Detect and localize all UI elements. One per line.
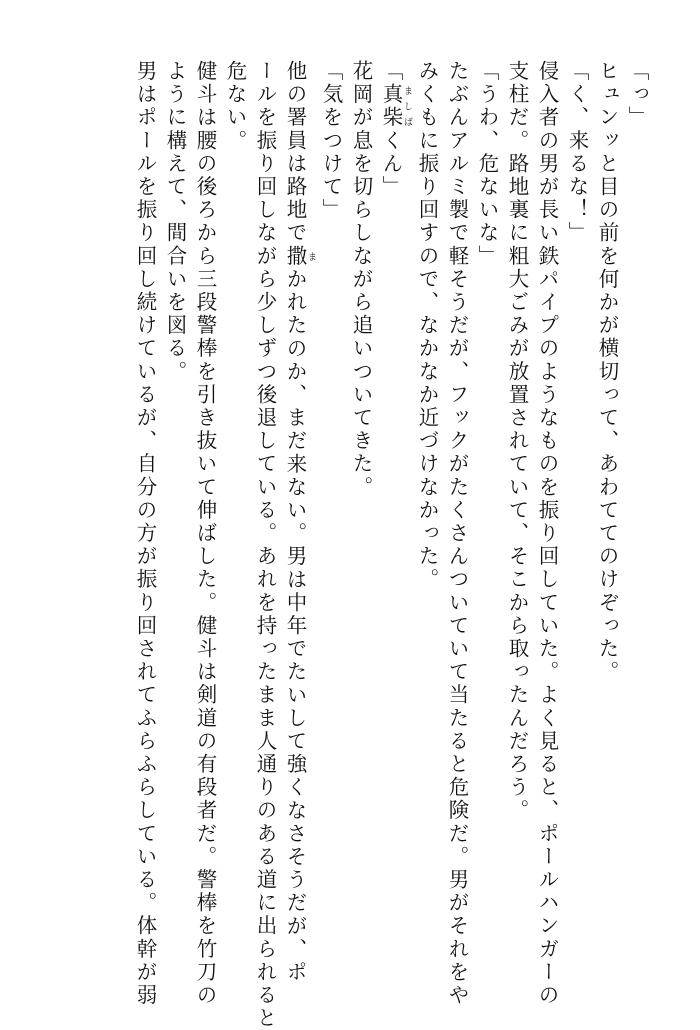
ruby-reading: ましば [402, 83, 412, 130]
text-line: 危ない。 [223, 60, 247, 153]
text-segment: くん」 [379, 129, 403, 199]
text-segment: かれたのか、まだ来ない。男は中年でたいして強くなさそうだが、ポ [283, 267, 307, 985]
text-line: たぶんアルミ製で軽そうだが、フックがたくさんついていて当たると危険だ。男がそれをや [445, 60, 469, 1008]
text-line: 健斗は腰の後ろから三段警棒を引き抜いて伸ばした。健斗は剣道の有段者だ。警棒を竹刀の [193, 60, 217, 1008]
text-line: ヒュンッと目の前を何かが横切って、あわててのけぞった。 [595, 60, 619, 684]
text-line: 「く、来るな！」 [565, 60, 589, 245]
text-line: みくもに振り回すので、なかなか近づけなかった。 [415, 60, 439, 592]
text-line: 男はポールを振り回し続けているが、自分の方が振り回されてふらふらしている。体幹が弱 [133, 60, 157, 1008]
text-line: ールを振り回しながら少しずつ後退している。あれを持ったまま人通りのある道に出られると [253, 60, 277, 1030]
text-segment: 「 [379, 60, 403, 84]
text-line: 侵入者の男が長い鉄パイプのようなものを振り回していた。よく見ると、ポールハンガーの [535, 60, 559, 1008]
text-line-with-ruby [280, 60, 316, 985]
text-line: 「っ」 [625, 60, 649, 130]
text-line: 「うわ、危ないな」 [475, 60, 499, 268]
text-line: 花岡が息を切らしながら追いついてきた。 [349, 60, 373, 499]
text-line-with-ruby [376, 60, 412, 960]
text-line: ように構えて、間合いを図る。 [163, 60, 187, 384]
vertical-text-block [130, 60, 652, 1030]
text-line: 「気をつけて」 [319, 60, 343, 222]
ruby-annotation [379, 83, 412, 130]
ruby-base: 撒 [283, 244, 307, 268]
text-line: 支柱だ。路地裏に粗大ごみが放置されていて、そこから取ったんだろう。 [505, 60, 529, 823]
ruby-base: 真柴 [379, 83, 403, 130]
text-segment: 他の署員は路地で [283, 60, 307, 245]
ruby-annotation [283, 244, 316, 268]
ruby-reading: ま [306, 244, 316, 268]
